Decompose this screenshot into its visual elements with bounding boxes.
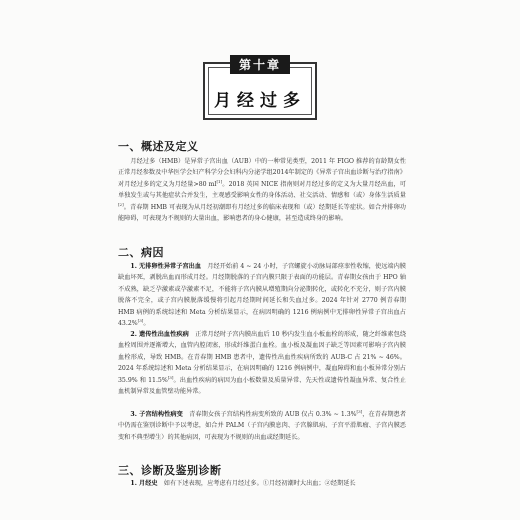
paragraph-definition [118,156,406,224]
paragraph-text: 月经开始前 4 ~ 24 小时，子宫螺旋小动脉局部痉挛性收缩，使远端内膜缺血坏死，剥脱出血而形成月经。月经期脱落的子宫内膜只限于表面的功能层。青春期女孩由于 HPO 轴不成熟，缺乏孕激素或孕激素不足，不能将子宫内膜从增殖期向分泌期转化，或转化不充分，则子宫内膜脱落不完全，或子宫内膜脱落缓慢将引起月经期时间延长和失血过多。2024 年针对 2770 例青春期 HMB 病例的系统综述和 Meta 分析结果显示，在病因明确的 1216 例病例中无排卵性异常子宫出血占 43.2% [118,263,406,328]
paragraph-text: 。 [143,320,150,328]
paragraph-text: 青春期女孩子宫结构性病变所致的 AUB 仅占 0.3% ~ 1.3% [189,411,357,418]
citation: [3] [167,374,174,380]
citation: [2] [118,201,124,207]
paragraph-text: ，在青春期患者中仍需在鉴别诊断中予以考虑，如合并 PALM（子宫内膜息肉、子宫腺肌病、子宫平滑肌瘤、子宫内膜恶变和不典型增生）的其他病因，可表现为不规则的出血或经期延长。 [118,411,407,441]
paragraph-lead: 2. 遗传性出血性疾病 [130,331,189,338]
citation: [3] [356,408,363,414]
paragraph-lead: 3. 子宫结构性病变 [130,411,183,418]
paragraph-text: 。出血性疾病的病因为血小板数量及质量异常、先天性或遗传性凝血异常、复合性止血机制异常及血管壁功能异常。 [118,376,406,396]
paragraph-bleeding-disorders [118,329,406,397]
paragraph-text: 正常月经时子宫内膜出血后 10 秒内发生血小板血栓的形成，随之纤维素包绕血栓周围并逐渐增大，血管内腔闭塞，形成纤维蛋白血栓。血小板及凝血因子缺乏等因素可影响子宫内膜血栓形成，导致 HMB。在青春期 HMB 患者中，遗传性出血性疾病所致的 AUB-C 占 21% ~ 46%。2024 年系统综述和 Meta 分析结果显示，在病因明确的 1216 例病例中，凝血障碍和血小板异常分别占 35.9% 和 11.5% [118,331,407,384]
chapter-header-box [203,58,317,120]
paragraph-structural-lesions [118,409,406,443]
section-heading-overview: 一、概述及定义 [118,140,199,153]
citation: [3] [137,317,144,323]
citation: [1] [216,178,223,184]
section-heading-diagnosis: 三、诊断及鉴别诊断 [118,464,222,477]
paragraph-anovulatory [118,261,406,329]
paragraph-text: 月经过多（HMB）是异常子宫出血（AUB）中的一种常见类型，2011 年 FIGO 推荐的育龄期女性正常月经参数及中华医学会妇产科学分会妇科内分泌学组2014年制定的《异常子宫出血诊断与治疗指南》对月经过多的定义为月经量>80 ml [118,158,406,188]
paragraph-text: 。青春期 HMB 可表现为从月经初潮即有月经过多的临床表现和（或）经期延长等症状。如合并排卵功能障碍，可表现为不规则的大量出血，影响患者的身心健康，甚至造成终身的影响。 [118,203,406,223]
paragraph-lead: 1. 无排卵性异常子宫出血 [130,263,202,270]
paragraph-text: 。2018 英国 NICE 指南则对月经过多的定义为大量月经出血，可单独发生或与其他症状合并发生，主观感受影响女性的身体活动、社交活动、情感和（或）身体生活质量 [118,180,406,200]
chapter-label: 第十章 [230,55,290,74]
chapter-title: 月经过多 [214,91,306,111]
paragraph-lead: 1. 月经史 [130,480,158,487]
paragraph-text: 如有下述表现，应考虑有月经过多。①月经初潮时大出血；②经期延长 [163,480,356,487]
paragraph-menstrual-history [118,478,406,489]
section-heading-etiology: 二、病因 [118,246,164,259]
